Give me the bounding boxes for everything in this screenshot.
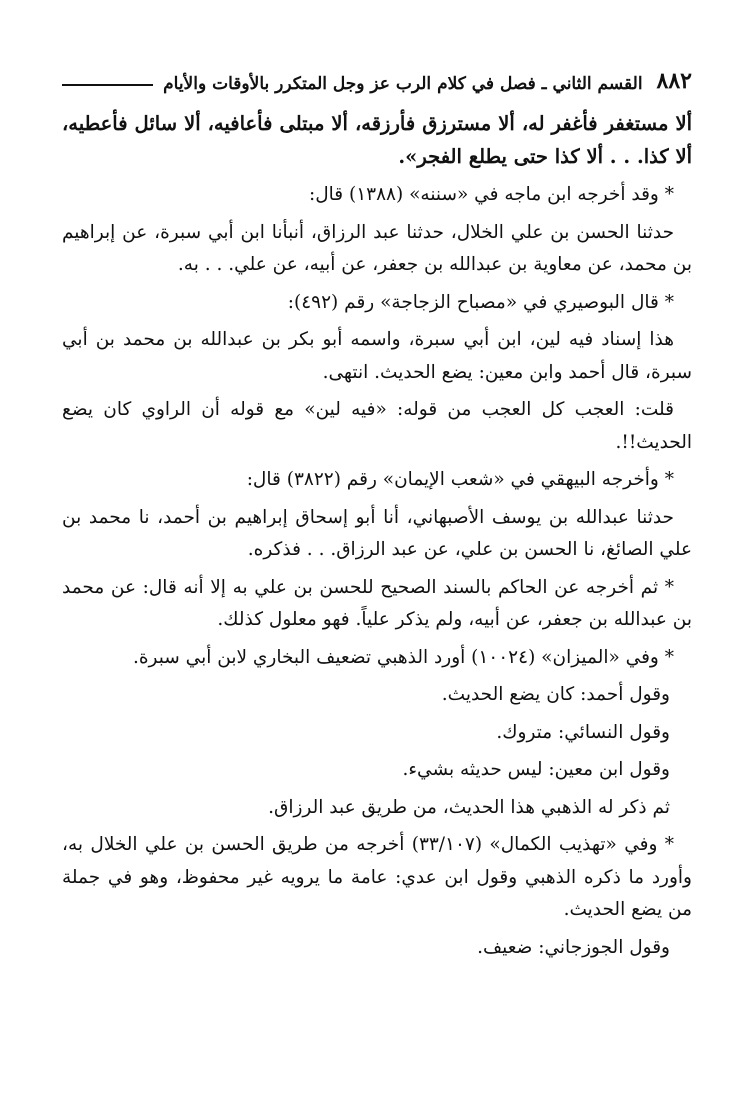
busiri-citation: * قال البوصيري في «مصباح الزجاجة» رقم (٤٩٢): xyxy=(287,291,674,313)
ibn-main-statement: وقول ابن معين: ليس حديثه بشيء. xyxy=(402,759,670,780)
hakim-route: * ثم أخرجه عن الحاكم بالسند الصحيح للحسن بن علي به إلا أنه قال: عن محمد بن عبدالله بن جعفر، عن أبيه، ولم يذكر علياً. فهو معلول كذلك. xyxy=(62,576,692,630)
author-comment: قلت: العجب كل العجب من قوله: «فيه لين» مع قوله أن الراوي كان يضع الحديث!!. xyxy=(62,399,692,453)
takhrij-ibn-majah: * وقد أخرجه ابن ماجه في «سننه» (١٣٨٨) قال: xyxy=(308,184,674,205)
header-rule xyxy=(62,84,153,86)
busiri-quote: هذا إسناد فيه لين، ابن أبي سبرة، واسمه أبو بكر بن عبدالله بن محمد بن أبي سبرة، قال أحمد وابن معين: يضع الحديث. انتهى. xyxy=(62,329,692,383)
isnad-ibn-majah: حدثنا الحسن بن علي الخلال، حدثنا عبد الرزاق، أنبأنا ابن أبي سبرة، عن إبراهيم بن محمد، عن معاوية بن عبدالله بن جعفر، عن أبيه، عن علي. . . به. xyxy=(62,221,692,275)
ahmad-statement: وقول أحمد: كان يضع الحديث. xyxy=(441,684,670,705)
nasai-statement: وقول النسائي: متروك. xyxy=(496,721,670,743)
page-body xyxy=(62,108,692,964)
mizan-citation: * وفي «الميزان» (١٠٠٢٤) أورد الذهبي تضعيف البخاري لابن أبي سبرة. xyxy=(132,646,674,668)
page-number: ٨٨٢ xyxy=(656,68,692,94)
tahdhib-citation: * وفي «تهذيب الكمال» (٣٣/١٠٧) أخرجه من طريق الحسن بن علي الخلال به، وأورد ما ذكره الذهبي وقول ابن عدي: عامة ما يرويه غير محفوظ، وهو في جملة من يضع الحديث. xyxy=(62,834,692,920)
takhrij-bayhaqi: * وأخرجه البيهقي في «شعب الإيمان» رقم (٣٨٢٢) قال: xyxy=(246,469,674,490)
dhahabi-mention: ثم ذكر له الذهبي هذا الحديث، من طريق عبد الرزاق. xyxy=(268,796,670,818)
running-title: القسم الثاني ـ فصل في كلام الرب عز وجل المتكرر بالأوقات والأيام xyxy=(163,74,643,94)
hadith-quote-paragraph: ألا مستغفر فأغفر له، ألا مسترزق فأرزقه، ألا مبتلى فأعافيه، ألا سائل فأعطيه، ألا كذا. . . ألا كذا حتى يطلع الفجر». xyxy=(62,112,692,168)
isnad-bayhaqi: حدثنا عبدالله بن يوسف الأصبهاني، أنا أبو إسحاق إبراهيم بن أحمد، نا محمد بن علي الصائغ، نا الحسن بن علي، عن عبد الرزاق. . . فذكره. xyxy=(62,506,692,560)
running-header xyxy=(62,64,692,94)
juzajani-statement: وقول الجوزجاني: ضعيف. xyxy=(477,936,670,958)
